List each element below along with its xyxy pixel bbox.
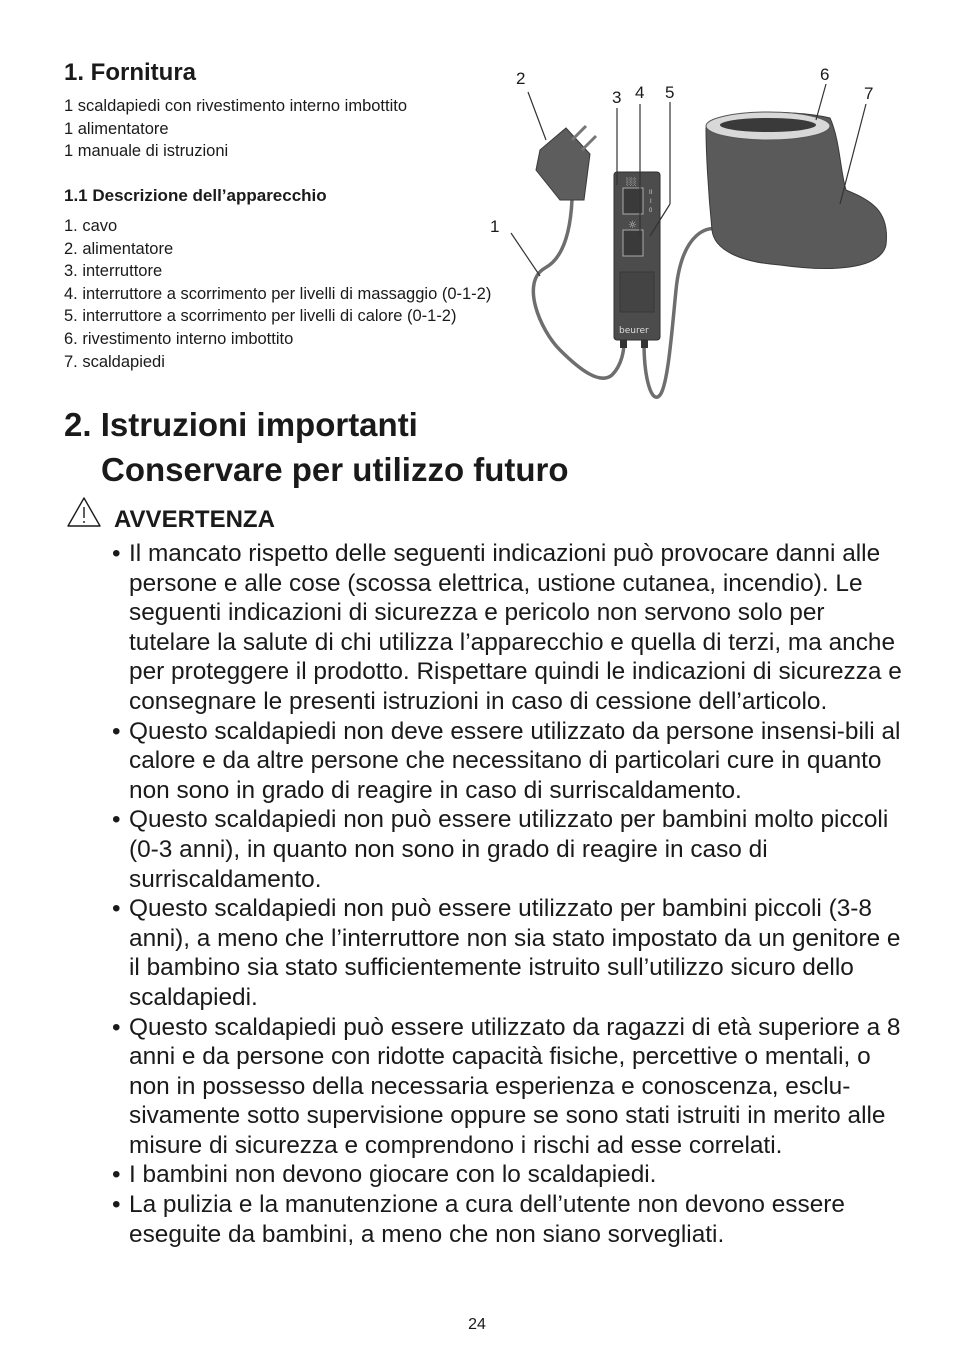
controller: [614, 172, 660, 348]
title-line-1: 2. Istruzioni importanti: [64, 406, 418, 443]
list-item: 1. cavo: [64, 217, 118, 235]
svg-text:☼: ☼: [628, 220, 637, 231]
foot-warmer: [706, 112, 887, 268]
list-item: • I bambini non devono giocare con lo scaldapiedi.: [110, 1160, 910, 1190]
callout-label: 2: [516, 69, 526, 88]
warning-title: AVVERTENZA: [114, 506, 275, 533]
list-item: • La pulizia e la manutenzione a cura dell’utente non devono essere eseguite da bambini, a meno che non siano sorvegliati.: [110, 1190, 910, 1249]
callout-label: 3: [612, 88, 622, 107]
list-item: 5. interruttore a scorrimento per livelli di calore (0-1-2): [64, 307, 457, 326]
switch-mark: 0: [649, 208, 653, 214]
list-item: 1 scaldapiedi con rivestimento interno imbottito: [64, 97, 408, 115]
list-item: 6. rivestimento interno imbottito: [64, 329, 294, 348]
list-item: • Questo scaldapiedi non deve essere utilizzato da persone insensi-bili al calore e da altre persone che necessitano di particolari cure in quanto non sono in grado di reagire in caso di surriscaldamento.: [110, 717, 910, 806]
parts-list: [64, 215, 491, 373]
list-item: 3. interruttore: [64, 262, 163, 281]
callout-label: 1: [490, 217, 500, 236]
svg-text:░░: ░░: [626, 178, 637, 186]
device-illustration: [480, 55, 900, 415]
warning-triangle-icon: [66, 496, 102, 528]
list-item: 2. alimentatore: [64, 239, 174, 258]
callout-label: 7: [864, 84, 874, 103]
supply-list: [64, 95, 407, 163]
list-item: • Questo scaldapiedi può essere utilizzato da ragazzi di età superiore a 8 anni e da persone con ridotte capacità fisiche, percettive o mentali, o non in possesso della necessaria esperienza e conoscenza, esclu-sivamente sotto supervisione oppure se sono stati istruiti in merito alle misure di sicurezza e comprendono i rischi ad esse correlati.: [110, 1013, 910, 1161]
switch-mark: II: [649, 190, 653, 196]
list-item: 1 alimentatore: [64, 119, 169, 138]
section-title-description: 1.1 Descrizione dell’apparecchio: [64, 186, 327, 205]
list-item: 4. interruttore a scorrimento per livelli di massaggio (0-1-2): [64, 284, 492, 303]
list-item: • Questo scaldapiedi non può essere utilizzato per bambini piccoli (3-8 anni), a meno che l’interruttore non sia stato impostato da un genitore e il bambino sia stato sufficientemente istruito sull’utilizzo sicuro dello scaldapiedi.: [110, 894, 910, 1012]
list-item: • Il mancato rispetto delle seguenti indicazioni può provocare danni alle persone e alle cose (scossa elettrica, ustione cutanea, incendio). Le seguenti indicazioni di sicurezza e pericolo non servono solo per tutelare la salute di chi utilizza l’apparecchio e quella di terzi, ma anche per proteggere il prodotto. Rispettare quindi le indicazioni di sicurezza e consegnare le presenti istruzioni in caso di cessione dell’articolo.: [110, 539, 910, 717]
switch-mark: I: [650, 199, 652, 205]
callout-label: 6: [820, 65, 830, 84]
warning-list: [110, 539, 910, 1249]
callout-label: 4: [635, 83, 645, 102]
title-line-2: Conservare per utilizzo futuro: [101, 451, 569, 488]
list-item: 1 manuale di istruzioni: [64, 142, 229, 161]
section-title-fornitura: 1. Fornitura: [64, 59, 197, 86]
callout-label: 5: [665, 83, 675, 102]
list-item: • Questo scaldapiedi non può essere utilizzato per bambini molto piccoli (0-3 anni), in quanto non sono in grado di reagire in caso di surriscaldamento.: [110, 805, 910, 894]
brand-logo: beurer: [619, 326, 649, 336]
section-title-important: [64, 402, 569, 492]
page-number: 24: [468, 1316, 486, 1333]
list-item: 7. scaldapiedi: [64, 352, 165, 371]
